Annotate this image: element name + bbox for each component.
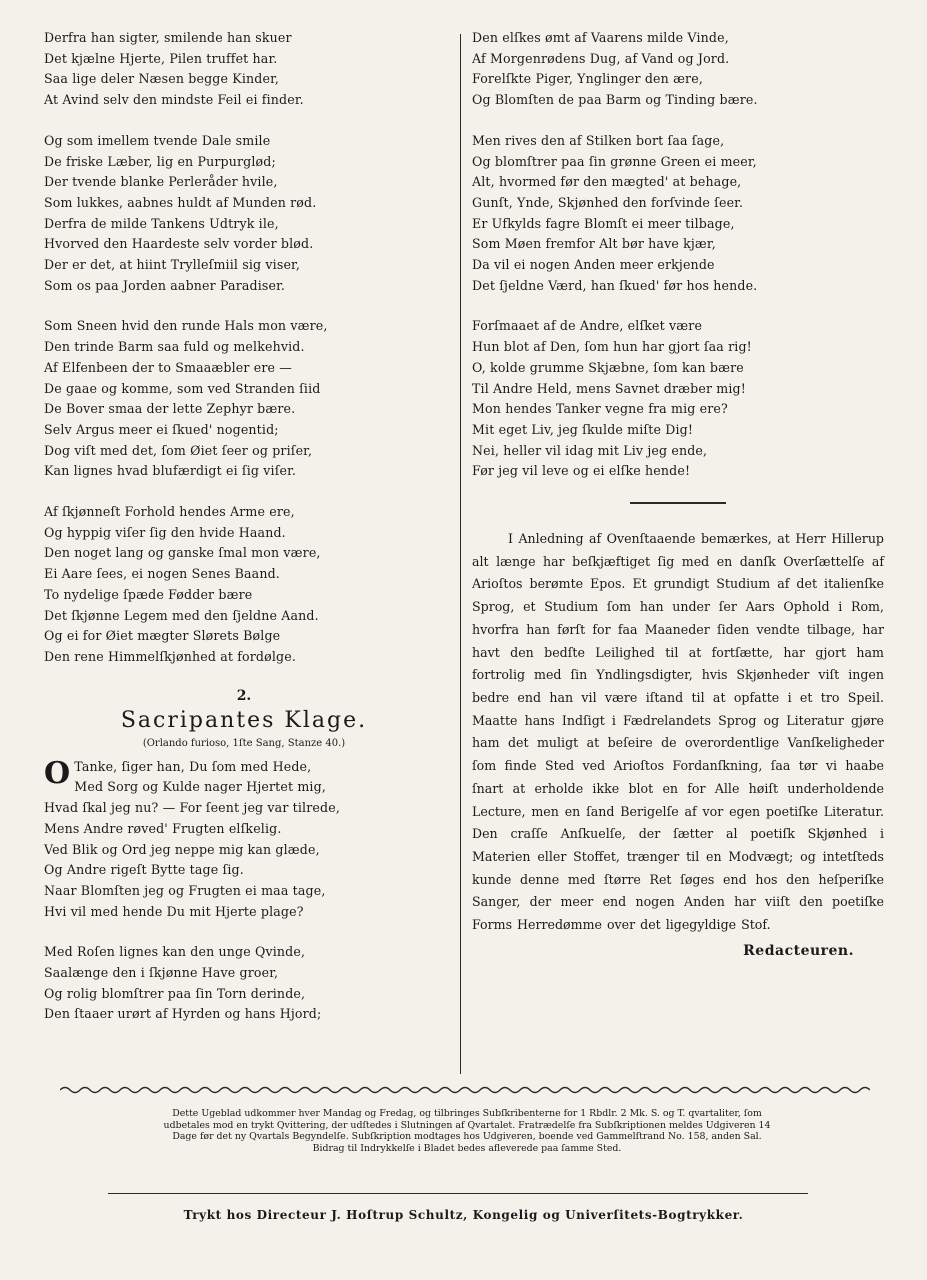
poem-line: Den noget lang og ganske ſmal mon være, bbox=[44, 545, 321, 561]
notice-line: Dage før det ny Qvartals Begyndelſe. Subſkription modtages hos Udgiveren, boende ved Gammelſtrand No. 158, anden Sal. bbox=[172, 1131, 762, 1142]
stanza bbox=[44, 757, 444, 923]
poem-line: Alt, hvormed før den mægted' at behage, bbox=[472, 174, 742, 190]
poem-line: Og Andre rigeſt Bytte tage ſig. bbox=[44, 862, 244, 878]
notice-line: udbetales mod en trykt Qvittering, der udſtedes i Slutningen af Qvartalet. Fratrædelſe fra Subſkriptionen meldes Udgiveren 14 bbox=[163, 1119, 771, 1131]
poem-number: 2. bbox=[236, 687, 252, 704]
poem-line: Den ſtaaer urørt af Hyrden og hans Hjord; bbox=[44, 1006, 322, 1022]
poem-line: Før jeg vil leve og ei elſke hende! bbox=[472, 463, 691, 479]
poem-line: Derfra han sigter, smilende han skuer bbox=[44, 30, 292, 45]
poem-line: Og blomſtrer paa ſin grønne Green ei meer, bbox=[472, 153, 757, 169]
poem-line: O, kolde grumme Skjæbne, ſom kan bære bbox=[472, 359, 744, 375]
poem-line: Hvad ſkal jeg nu? — For ſeent jeg var tilrede, bbox=[44, 800, 340, 816]
poem-line: Som Sneen hvid den runde Hals mon være, bbox=[44, 318, 328, 334]
notice-line: Dette Ugeblad udkommer hver Mandag og Fredag, og tilbringes Subſkribenterne for 1 Rbdlr. 2 Mk. S. og T. qvartaliter, ſom bbox=[172, 1108, 762, 1119]
signature: Redacteuren. bbox=[743, 942, 854, 959]
notice-line: Bidrag til Indrykkelſe i Bladet bedes afleverede paa ſamme Sted. bbox=[312, 1142, 622, 1154]
poem-line: Gunſt, Ynde, Skjønhed den forſvinde ſeer. bbox=[472, 194, 744, 210]
poem-line: Til Andre Held, mens Savnet dræber mig! bbox=[472, 380, 746, 396]
poem-line: Men rives den af Stilken bort ſaa ſage, bbox=[472, 132, 725, 148]
stanza bbox=[472, 316, 884, 482]
editorial-note: I Anledning af Ovenſtaaende bemærkes, at Herr Hillerup alt længe har beſkjæftiget ſig med en danſk Overſættelſe af Arioſtos berømte Epos. Et grundigt Studium af det italienſke Sprog, et Studium ſom han under ſer Aars Ophold i Rom, hvorfra han førſt for faa Maaneder ſiden vendte tilbage, har havt den bedſte Leilighed til at fortſætte, har gjort ham fortrolig med ſin Yndlingsdigter, hvis Skjønheder viſt ingen bedre end han vil være iſtand til at opfatte i et tro Speil. Maatte hans Indſigt i Fædrelandets Sprog og Literatur gjøre ham det muligt at beſeire de overordentlige Vanſkeligheder ſom finde Sted ved Arioſtos Fordanſkning, ſaa tør vi haabe ſnart at erholde ikke blot en for Alle høiſt underholdende Lecture, men en ſand Berigelſe af vor egen poetiſke Literatur. Den craſſe Anſkuelſe, der ſætter al poetiſk Skjønhed i Materien eller Stoffet, trænger til en Modvægt; og intetſteds kunde denne med ſtørre Ret ſøges end hos den heſperiſke Sanger, der meer end nogen Anden har viiſt den poetiſke Forms Herredømme over det ligegyldige Stof. bbox=[472, 531, 884, 933]
poem-line: Forelſkte Piger, Ynglinger den ære, bbox=[472, 71, 703, 87]
poem-line: Der er det, at hiint Trylleſmiil sig viser, bbox=[44, 257, 300, 273]
poem-line: Derfra de milde Tankens Udtryk ile, bbox=[44, 215, 279, 231]
poem-line: Og ei for Øiet mægter Slørets Bølge bbox=[44, 628, 281, 644]
poem-line: Mit eget Liv, jeg ſkulde miſte Dig! bbox=[472, 421, 694, 437]
poem-line: Selv Argus meer ei ſkued' nogentid; bbox=[44, 421, 279, 437]
poem-line: Ei Aare ſees, ei nogen Senes Baand. bbox=[44, 566, 280, 582]
poem-line: Af Elfenbeen der to Smaaæbler ere — bbox=[44, 359, 293, 375]
right-column bbox=[472, 28, 884, 959]
poem-line: Og hyppig viſer ſig den hvide Haand. bbox=[44, 524, 286, 540]
poem-line: Ved Blik og Ord jeg neppe mig kan glæde, bbox=[44, 841, 320, 857]
stanza bbox=[44, 131, 444, 297]
poem-title: Sacripantes Klage. bbox=[120, 707, 368, 733]
poem-line: Dog viſt med det, ſom Øiet ſeer og priſer, bbox=[44, 442, 313, 458]
poem-line: Og som imellem tvende Dale smile bbox=[44, 132, 271, 148]
stanza bbox=[472, 28, 884, 111]
stanza bbox=[44, 316, 444, 482]
column-divider bbox=[460, 34, 461, 1074]
poem-line: De gaae og komme, som ved Stranden ſiid bbox=[44, 380, 321, 396]
poem-line: Af Morgenrødens Dug, af Vand og Jord. bbox=[472, 50, 730, 66]
poem-line: Der tvende blanke Perleråder hvile, bbox=[44, 174, 278, 190]
poem-line: Kan lignes hvad blufærdigt ei ſig viſer. bbox=[44, 463, 297, 479]
stanza bbox=[44, 942, 444, 1025]
poem-line: Det ſjeldne Værd, han ſkued' før hos hende. bbox=[472, 277, 758, 293]
poem-line: Forſmaaet af de Andre, elſket være bbox=[472, 318, 703, 334]
poem-line: Hvi vil med hende Du mit Hjerte plage? bbox=[44, 903, 304, 919]
poem-line: Som Møen fremfor Alt bør have kjær, bbox=[472, 236, 716, 252]
poem-line: To nydelige ſpæde Fødder bære bbox=[44, 586, 253, 602]
poem-line: Den trinde Barm saa fuld og melkehvid. bbox=[44, 339, 305, 355]
stanza bbox=[472, 131, 884, 297]
poem-line: Som lukkes, aabnes huldt af Munden rød. bbox=[44, 194, 317, 210]
poem-line: Den rene Himmelſkjønhed at fordølge. bbox=[44, 648, 297, 664]
poem-line-text: Tanke, ſiger han, Du ſom med Hede, bbox=[74, 758, 312, 774]
left-column bbox=[44, 28, 444, 1045]
stanza bbox=[44, 502, 444, 668]
poem-line: Mon hendes Tanker vegne fra mig ere? bbox=[472, 401, 728, 417]
poem-line: Det kjælne Hjerte, Pilen truffet har. bbox=[44, 50, 278, 66]
poem-line: Med Sorg og Kulde nager Hjertet mig, bbox=[74, 779, 326, 795]
poem-line: Og Blomſten de paa Barm og Tinding bære. bbox=[472, 92, 758, 108]
poem-line: Som os paa Jorden aabner Paradiser. bbox=[44, 277, 286, 293]
drop-cap: O bbox=[44, 755, 71, 791]
printer-imprint: Trykt hos Directeur J. Hoſtrup Schultz, Kongelig og Univerſitets-Bogtrykker. bbox=[183, 1208, 744, 1222]
poem-line: At Avind selv den mindste Feil ei finder. bbox=[44, 92, 304, 108]
poem-line: Er Ufkylds fagre Blomſt ei meer tilbage, bbox=[472, 215, 735, 231]
poem-line: Hvorved den Haardeste selv vorder blød. bbox=[44, 236, 314, 252]
poem-line: De friske Læber, lig en Purpurglød; bbox=[44, 153, 276, 169]
poem-line: Nei, heller vil idag mit Liv jeg ende, bbox=[472, 442, 708, 458]
poem-line: Hun blot af Den, ſom hun har gjort ſaa rig! bbox=[472, 339, 752, 355]
poem-line: Af ſkjønneſt Forhold hendes Arme ere, bbox=[44, 504, 295, 520]
poem-line: Saalænge den i ſkjønne Have groer, bbox=[44, 965, 279, 981]
stanza bbox=[44, 28, 444, 111]
section-divider bbox=[630, 502, 726, 504]
poem-line: Den elſkes ømt af Vaarens milde Vinde, bbox=[472, 30, 729, 45]
poem-line: Mens Andre røved' Frugten elſkelig. bbox=[44, 820, 282, 836]
wavy-divider bbox=[60, 1084, 870, 1096]
poem-line: Og rolig blomſtrer paa ſin Torn derinde, bbox=[44, 985, 306, 1001]
poem-line: Det ſkjønne Legem med den ſjeldne Aand. bbox=[44, 607, 319, 623]
poem-line: Med Roſen lignes kan den unge Qvinde, bbox=[44, 944, 306, 960]
poem-line: De Bover smaa der lette Zephyr bære. bbox=[44, 401, 296, 417]
poem-line: Saa lige deler Næsen begge Kinder, bbox=[44, 71, 280, 87]
subscription-notice bbox=[52, 1108, 882, 1154]
poem-source: (Orlando furioso, 1ſte Sang, Stanze 40.) bbox=[142, 737, 346, 749]
poem-line: Da vil ei nogen Anden meer erkjende bbox=[472, 257, 715, 273]
poem-line: Naar Blomſten jeg og Frugten ei maa tage, bbox=[44, 882, 326, 898]
footer-rule bbox=[108, 1193, 808, 1194]
